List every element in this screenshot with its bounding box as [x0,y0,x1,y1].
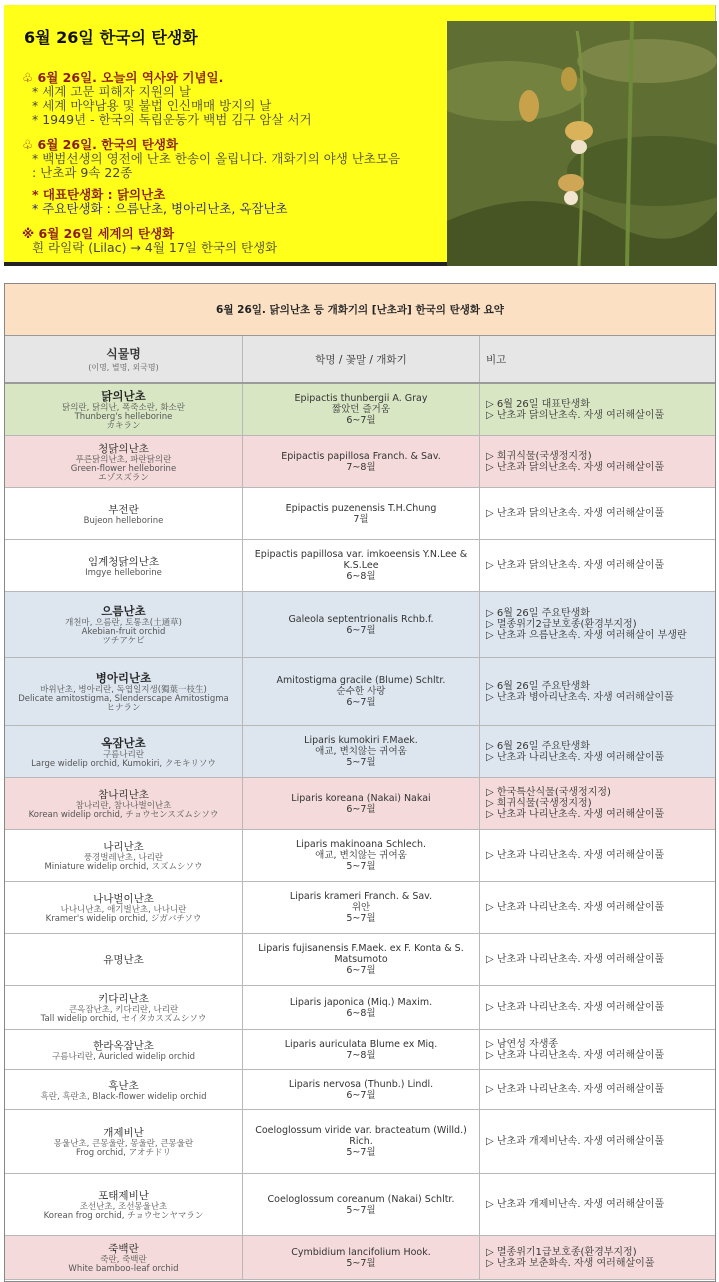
note-cell [480,1070,715,1109]
plant-name: 참나리난초 [98,789,149,801]
note-line: ▷ 난초과 닭의난초속. 자생 여러해살이풀 [486,461,665,473]
scientific-line: Epipactis thunbergii A. Gray [294,393,428,404]
note-line: ▷ 희귀식물(국생정지정) [486,798,592,809]
table-row [5,592,715,658]
scientific-line: Coeloglossum coreanum (Nakai) Schltr. [267,1193,455,1205]
scientific-line: 5~7월 [346,913,376,924]
plant-alias: Tall widelip orchid, セイタカスズムシソウ [40,1014,207,1024]
plant-alias: Delicate amitostigma, Slenderscape Amitostigma [18,694,229,704]
scientific-line: 애교, 변치않는 귀여움 [315,850,407,861]
scientific-cell [243,1236,480,1279]
table-title: 6월 26일. 닭의난초 등 개화기의 [난초과] 한국의 탄생화 요약 [5,284,715,336]
section-item: * 세계 마약남용 및 불법 인신매매 방지의 날 [32,98,272,113]
note-line: ▷ 난초과 나리난초속. 자생 여러해살이풀 [486,751,665,763]
scientific-cell [243,658,480,725]
plant-name-cell [5,1174,243,1235]
plant-alias: ツチアケビ [102,636,145,646]
table-row [5,658,715,726]
table-row [5,1030,715,1070]
plant-alias: Miniature widelip orchid, スズムシソウ [44,862,203,872]
section-representative [22,188,288,216]
scientific-cell [243,384,480,435]
scientific-line: 순수한 사랑 [336,686,386,697]
header-name-sub: (이명, 별명, 외국명) [88,363,159,372]
scientific-cell [243,488,480,539]
table-row [5,1110,715,1174]
note-line: ▷ 6월 26일 주요탄생화 [486,680,590,692]
note-line: ▷ 난초과 닭의난초속. 자생 여러해살이풀 [486,409,665,421]
header-scientific [243,336,480,382]
plant-name: 흑난초 [108,1079,139,1092]
table-row [5,986,715,1030]
scientific-line: 6~7월 [346,1089,376,1101]
note-line: ▷ 난초과 나리난초속. 자생 여러해살이풀 [486,809,665,820]
plant-name-cell [5,1236,243,1279]
scientific-line: 애교, 변치않는 귀여움 [315,746,407,757]
scientific-cell [243,1070,480,1109]
scientific-line: Liparis kumokiri F.Maek. [304,735,418,746]
note-line: ▷ 6월 26일 주요탄생화 [486,608,590,619]
plant-alias: 나나니난초, 애기벌난초, 나나니란 [60,905,187,915]
plant-name: 병아리난초 [95,671,152,685]
scientific-cell [243,1174,480,1235]
plant-name: 부전란 [108,503,139,516]
note-line: ▷ 난초과 으름난초속. 자생 여러해살이 부생란 [486,630,687,641]
note-line: ▷ 난초과 닭의난초속. 자생 여러해살이풀 [486,560,665,571]
note-line: ▷ 난초과 나리난초속. 자생 여러해살이풀 [486,1049,665,1061]
section-history [22,71,312,127]
plant-alias: Imgye helleborine [85,567,162,578]
note-cell [480,1030,715,1069]
scientific-line: Cymbidium lancifolium Hook. [291,1246,431,1258]
scientific-line: 6~7월 [346,803,376,815]
scientific-line: Galeola septentrionalis Rchb.f. [288,613,434,625]
plant-alias: Frog orchid, アオチドリ [75,1148,172,1158]
scientific-line: 6~7월 [346,697,376,708]
plant-name: 키다리난초 [98,993,149,1005]
plant-name: 나나벌이난초 [93,893,154,905]
plant-alias: Akebian-fruit orchid [81,627,166,637]
plant-alias: Bujeon helleborine [83,515,164,526]
plant-name: 옥잠난초 [101,735,146,750]
table-row [5,830,715,882]
plant-alias: Korean widelip orchid, チョウセンスズムシソウ [28,810,219,820]
plant-alias: カキラン [106,421,141,431]
note-cell [480,1110,715,1173]
plant-name-cell [5,726,243,777]
plant-name-cell [5,658,243,725]
plant-alias: 풍경벌레난초, 나리란 [83,853,164,863]
scientific-line: Liparis nervosa (Thunb.) Lindl. [288,1078,434,1090]
scientific-cell [243,778,480,829]
table-row [5,882,715,934]
plant-alias: 구름나리란 [102,749,145,760]
scientific-line: 6~7월 [346,965,376,976]
note-cell [480,436,715,487]
plant-name-cell [5,436,243,487]
header-notes [480,336,715,382]
plant-name: 으름난초 [101,604,146,618]
note-line: ▷ 6월 26일 주요탄생화 [486,740,590,752]
section-heading: ※ 6월 26일 세계의 탄생화 [22,226,175,241]
note-line: ▷ 6월 26일 대표탄생화 [486,398,590,410]
scientific-line: 7~8월 [346,1049,376,1061]
plant-alias: 죽란, 죽백란 [100,1255,147,1265]
scientific-line: Liparis koreana (Nakai) Nakai [291,792,431,804]
plant-name: 닭의난초 [101,389,146,403]
section-item: * 1949년 - 한국의 독립운동가 백범 김구 암살 서거 [32,112,312,127]
table-row [5,1070,715,1110]
scientific-line: Liparis japonica (Miq.) Maxim. [289,996,433,1008]
scientific-line: Epipactis papillosa Franch. & Sav. [281,450,441,462]
table-row [5,726,715,778]
header-plant-name [5,336,243,382]
scientific-line: Epipactis papillosa var. imkoeensis Y.N.Lee & [254,549,468,560]
note-cell [480,1174,715,1235]
plant-name: 개제비난 [103,1127,144,1139]
section-item: 흰 라일락 (Lilac) → 4월 17일 한국의 탄생화 [32,240,278,255]
note-line: ▷ 한국특산식물(국생정지정) [486,787,611,798]
scientific-line: 6~8월 [346,571,376,582]
note-line: ▷ 난초과 나리난초속. 자생 여러해살이풀 [486,954,665,965]
plant-name-cell [5,384,243,435]
table-body [5,384,715,1280]
note-line: ▷ 난초과 나리난초속. 자생 여러해살이풀 [486,902,665,913]
plant-alias: 조선난초, 조선몽울난초 [79,1202,168,1212]
scientific-line: Amitostigma gracile (Blume) Schltr. [276,675,446,686]
note-line: ▷ 난초과 보춘화속. 자생 여러해살이풀 [486,1257,655,1269]
note-cell [480,726,715,777]
note-line: ▷ 난초과 개제비난속. 자생 여러해살이풀 [486,1199,665,1210]
note-line: ▷ 난초과 나리난초속. 자생 여러해살이풀 [486,1002,665,1013]
plant-alias: Kramer's widelip orchid, ジガバチソウ [45,914,202,924]
note-line: ▷ 난초과 개제비난속. 자생 여러해살이풀 [486,1136,665,1147]
scientific-line: K.S.Lee [343,560,379,571]
scientific-line: Liparis auriculata Blume ex Miq. [284,1038,438,1050]
plant-name-cell [5,1030,243,1069]
plant-alias: 흑란, 흑란초, Black-flower widelip orchid [40,1091,207,1102]
plant-alias: Large widelip orchid, Kumokiri, クモキリソウ [31,758,216,769]
note-line: ▷ 난초과 닭의난초속. 자생 여러해살이풀 [486,508,665,519]
scientific-line: 6~7월 [346,415,376,426]
section-heading: ♧ 6월 26일. 오늘의 역사와 기념일. [22,70,224,85]
scientific-line: 5~7월 [346,1204,376,1216]
plant-name-cell [5,882,243,933]
table-row [5,384,715,436]
section-heading: ♧ 6월 26일. 한국의 탄생화 [22,137,179,152]
scientific-line: 7~8월 [346,461,376,473]
note-cell [480,1236,715,1279]
note-cell [480,592,715,657]
note-cell [480,882,715,933]
plant-alias: Korean frog orchid, チョウセンヤマラン [43,1211,204,1221]
plant-name-cell [5,934,243,985]
note-cell [480,384,715,435]
section-world-flower [22,227,277,255]
note-cell [480,986,715,1029]
scientific-cell [243,986,480,1029]
scientific-line: 6~8월 [346,1007,376,1019]
note-cell [480,934,715,985]
header-sci-label: 학명 / 꽃말 / 개화기 [315,353,407,366]
scientific-cell [243,882,480,933]
plant-name-cell [5,592,243,657]
section-item: * 백범선생의 영전에 난초 한송이 올립니다. 개화기의 야생 난초모음 [32,151,401,166]
note-line: ▷ 난초과 병아리난초속. 자생 여러해살이풀 [486,691,674,703]
plant-name: 청닭의난초 [98,442,149,455]
scientific-line: 5~7월 [346,1147,376,1158]
table-row [5,1174,715,1236]
scientific-line: 5~7월 [346,1257,376,1269]
plant-alias: エゾスズラン [98,472,149,483]
scientific-cell [243,592,480,657]
table-row [5,778,715,830]
table-row [5,436,715,488]
scientific-line: 5~7월 [346,861,376,872]
birth-flower-table [4,283,716,1282]
scientific-line: 짧았던 즐거움 [331,404,391,415]
plant-name: 유명난초 [103,954,144,966]
plant-name-cell [5,488,243,539]
plant-alias: Green-flower helleborine [70,463,177,474]
note-cell [480,658,715,725]
section-item: * 주요탄생화 : 으름난초, 병아리난초, 옥잠난초 [32,201,288,216]
plant-alias: 큰옥잠난초, 키다리란, 나리란 [68,1005,179,1015]
scientific-line: 7월 [353,513,369,525]
plant-alias: White bamboo-leaf orchid [68,1264,179,1274]
plant-name-cell [5,540,243,591]
plant-name: 나리난초 [103,841,144,853]
scientific-line: Liparis krameri Franch. & Sav. [289,891,433,902]
plant-alias: Thunberg's helleborine [74,412,173,422]
note-line: ▷ 멸종위기2급보호종(환경부지정) [486,619,637,630]
plant-name: 포태제비난 [98,1190,149,1202]
plant-name-cell [5,778,243,829]
scientific-line: Epipactis puzenensis T.H.Chung [285,502,437,514]
table-header-row [5,336,715,384]
note-cell [480,830,715,881]
scientific-line: Liparis makinoana Schlech. [295,839,427,850]
scientific-cell [243,830,480,881]
plant-alias: 닭의란, 닭의난, 폭죽소란, 화소란 [62,403,185,413]
plant-alias: 바위난초, 병아리란, 독엽일지생(獨葉一枝生) [40,685,207,695]
scientific-line: Matsumoto [334,954,388,965]
orchid-photo [447,21,717,266]
note-line: ▷ 난초과 나리난초속. 자생 여러해살이풀 [486,1084,665,1095]
section-heading: * 대표탄생화 : 닭의난초 [32,187,166,202]
banner-title: 6월 26일 한국의 탄생화 [24,28,198,47]
scientific-cell [243,934,480,985]
scientific-line: Coeloglossum viride var. bracteatum (Willd.) Rich. [255,1125,467,1147]
scientific-cell [243,436,480,487]
section-birth-flower [22,138,400,180]
scientific-line: 5~7월 [346,757,376,768]
plant-name-cell [5,986,243,1029]
plant-alias: 푸른닭의난초, 파란닭의란 [75,454,172,465]
scientific-line: 6~7월 [346,624,376,636]
note-line: ▷ 남연성 자생종 [486,1038,559,1050]
plant-name: 임계청닭의난초 [87,555,159,568]
plant-alias: 구름나리란, Auricled widelip orchid [52,1051,195,1062]
scientific-cell [243,726,480,777]
note-line: ▷ 희귀식물(국생정지정) [486,450,592,462]
header-banner [4,5,716,266]
table-row [5,540,715,592]
scientific-line: 위안 [351,902,371,913]
plant-name-cell [5,830,243,881]
plant-name-cell [5,1070,243,1109]
scientific-cell [243,1110,480,1173]
table-row [5,934,715,986]
section-item: : 난초과 9속 22종 [32,165,133,180]
plant-alias: 몽울난초, 큰몽울란, 몽울란, 큰몽울란 [53,1139,194,1149]
note-line: ▷ 멸종위기1급보호종(환경부지정) [486,1246,637,1258]
table-row [5,1236,715,1280]
note-cell [480,540,715,591]
plant-alias: 개천마, 으름란, 토통초(土通草) [65,618,182,628]
plant-name-cell [5,1110,243,1173]
plant-alias: ヒナラン [106,703,141,713]
header-note-label: 비고 [486,353,507,366]
scientific-cell [243,540,480,591]
scientific-line: Liparis fujisanensis F.Maek. ex F. Konta & S. [258,943,464,954]
header-name-label: 식물명 [106,347,141,361]
plant-name: 죽백란 [108,1243,139,1255]
note-cell [480,488,715,539]
section-item: * 세계 고문 피해자 지원의 날 [32,84,191,99]
note-line: ▷ 난초과 나리난초속. 자생 여러해살이풀 [486,850,665,861]
table-row [5,488,715,540]
plant-alias: 참나리란, 참나나벌이난초 [75,801,172,811]
plant-name: 한라옥잠난초 [93,1039,154,1052]
scientific-cell [243,1030,480,1069]
note-cell [480,778,715,829]
